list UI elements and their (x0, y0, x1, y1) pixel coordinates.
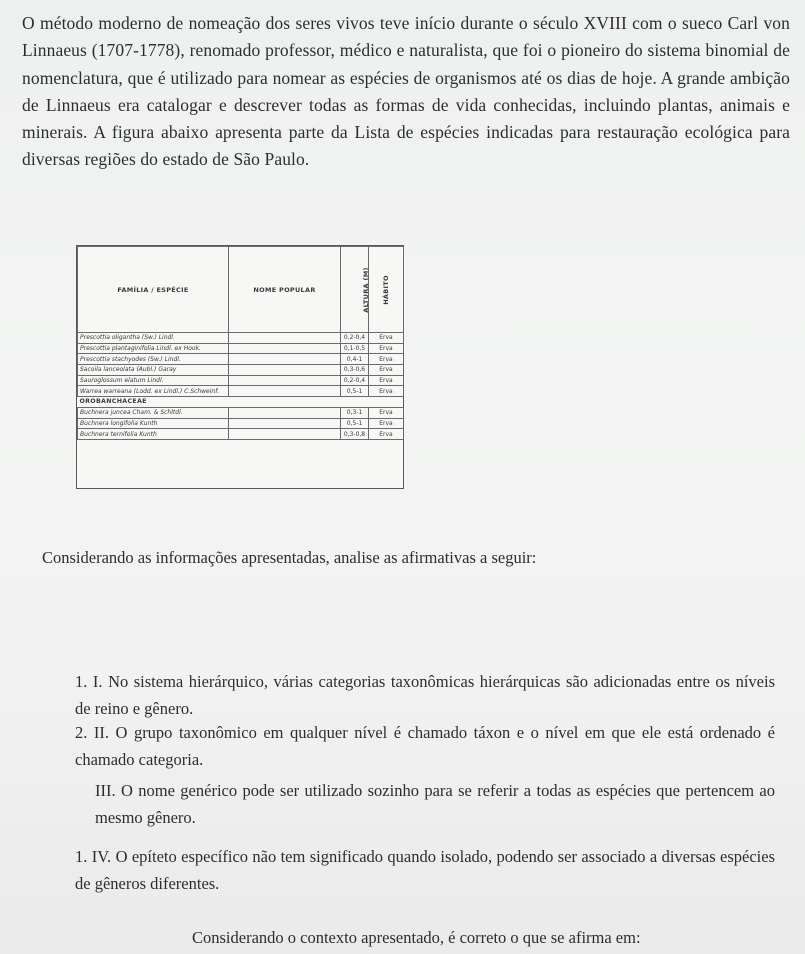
habit-cell: Erva (369, 386, 404, 397)
habit-cell: Erva (369, 365, 404, 376)
species-cell: Sauroglossum elatum Lindl. (78, 375, 229, 386)
table-header-row (78, 247, 404, 333)
statement-number: 1. IV. (75, 847, 112, 866)
statement-number: III. (95, 781, 116, 800)
table-row (78, 407, 404, 418)
popular-name-cell (229, 429, 341, 440)
table-body (78, 333, 404, 440)
species-cell: Warrea warreana (Lodd. ex Lindl.) C.Schweinf. (78, 386, 229, 397)
table-row (78, 429, 404, 440)
species-cell: Sacoila lanceolata (Aubl.) Garay (78, 365, 229, 376)
table-row (78, 333, 404, 344)
statement-number: 1. I. (75, 672, 103, 691)
habit-cell: Erva (369, 407, 404, 418)
table-row (78, 418, 404, 429)
habit-cell: Erva (369, 429, 404, 440)
height-cell: 0,1-0,5 (341, 343, 369, 354)
statement-item-1 (75, 668, 775, 722)
statement-number: 2. II. (75, 723, 109, 742)
table-row (78, 365, 404, 376)
statement-item-4 (75, 843, 775, 897)
habit-cell: Erva (369, 375, 404, 386)
table-row (78, 386, 404, 397)
popular-name-cell (229, 386, 341, 397)
family-name: OROBANCHACEAE (78, 397, 404, 408)
habit-cell: Erva (369, 354, 404, 365)
table-row (78, 375, 404, 386)
popular-name-cell (229, 418, 341, 429)
species-cell: Prescottia stachyodes (Sw.) Lindl. (78, 354, 229, 365)
header-height (341, 247, 369, 333)
popular-name-cell (229, 375, 341, 386)
height-cell: 0,5-1 (341, 418, 369, 429)
table-row (78, 343, 404, 354)
statement-item-3 (95, 777, 775, 831)
height-cell: 0,3-0,8 (341, 429, 369, 440)
height-cell: 0,2-0,4 (341, 375, 369, 386)
habit-cell: Erva (369, 418, 404, 429)
habit-cell: Erva (369, 333, 404, 344)
popular-name-cell (229, 333, 341, 344)
intro-paragraph (22, 10, 790, 174)
height-cell: 0,3-1 (341, 407, 369, 418)
header-habit (369, 247, 404, 333)
table-row (78, 354, 404, 365)
species-cell: Buchnera ternifolia Kunth (78, 429, 229, 440)
header-family-species: FAMÍLIA / ESPÉCIE (78, 247, 229, 333)
statement-text: O epíteto específico não tem significado quando isolado, podendo ser associado a diversas espécies de gêneros diferentes. (75, 847, 775, 893)
species-cell: Buchnera juncea Cham. & Schltdl. (78, 407, 229, 418)
popular-name-cell (229, 354, 341, 365)
species-table-grid (77, 246, 404, 440)
statement-text: O grupo taxonômico em qualquer nível é chamado táxon e o nível em que ele está ordenado é chamado categoria. (75, 723, 775, 769)
statement-text: O nome genérico pode ser utilizado sozinho para se referir a todas as espécies que pertencem ao mesmo gênero. (95, 781, 775, 827)
popular-name-cell (229, 365, 341, 376)
popular-name-cell (229, 407, 341, 418)
header-popular-name: NOME POPULAR (229, 247, 341, 333)
species-cell: Buchnera longifolia Kunth (78, 418, 229, 429)
height-cell: 0,5-1 (341, 386, 369, 397)
popular-name-cell (229, 343, 341, 354)
header-height-label: ALTURA (M) (361, 266, 370, 313)
closing-question: Considerando o contexto apresentado, é correto o que se afirma em: (192, 928, 641, 947)
height-cell: 0,2-0,4 (341, 333, 369, 344)
habit-cell: Erva (369, 343, 404, 354)
header-habit-label: HÁBITO (381, 274, 390, 305)
statement-text: No sistema hierárquico, várias categorias taxonômicas hierárquicas são adicionadas entre os níveis de reino e gênero. (75, 672, 775, 718)
consider-prompt: Considerando as informações apresentadas, analise as afirmativas a seguir: (42, 548, 537, 567)
intro-text: O método moderno de nomeação dos seres vivos teve início durante o século XVIII com o sueco Carl von Linnaeus (1707-1778), renomado professor, médico e naturalista, que foi o pioneiro do sistema binomial de nomenclatura, que é utilizado para nomear as espécies de organismos até os dias de hoje. A grande ambição de Linnaeus era catalogar e descrever todas as formas de vida conhecidas, incluindo plantas, animais e minerais. A figura abaixo apresenta parte da Lista de espécies indicadas para restauração ecológica para diversas regiões do estado de São Paulo. (22, 13, 790, 170)
height-cell: 0,3-0,6 (341, 365, 369, 376)
family-row (78, 397, 404, 408)
height-cell: 0,4-1 (341, 354, 369, 365)
statement-item-2 (75, 719, 775, 773)
species-cell: Prescottia plantaginifolia Lindl. ex Hook. (78, 343, 229, 354)
species-cell: Prescottia oligantha (Sw.) Lindl. (78, 333, 229, 344)
species-table (76, 245, 404, 489)
